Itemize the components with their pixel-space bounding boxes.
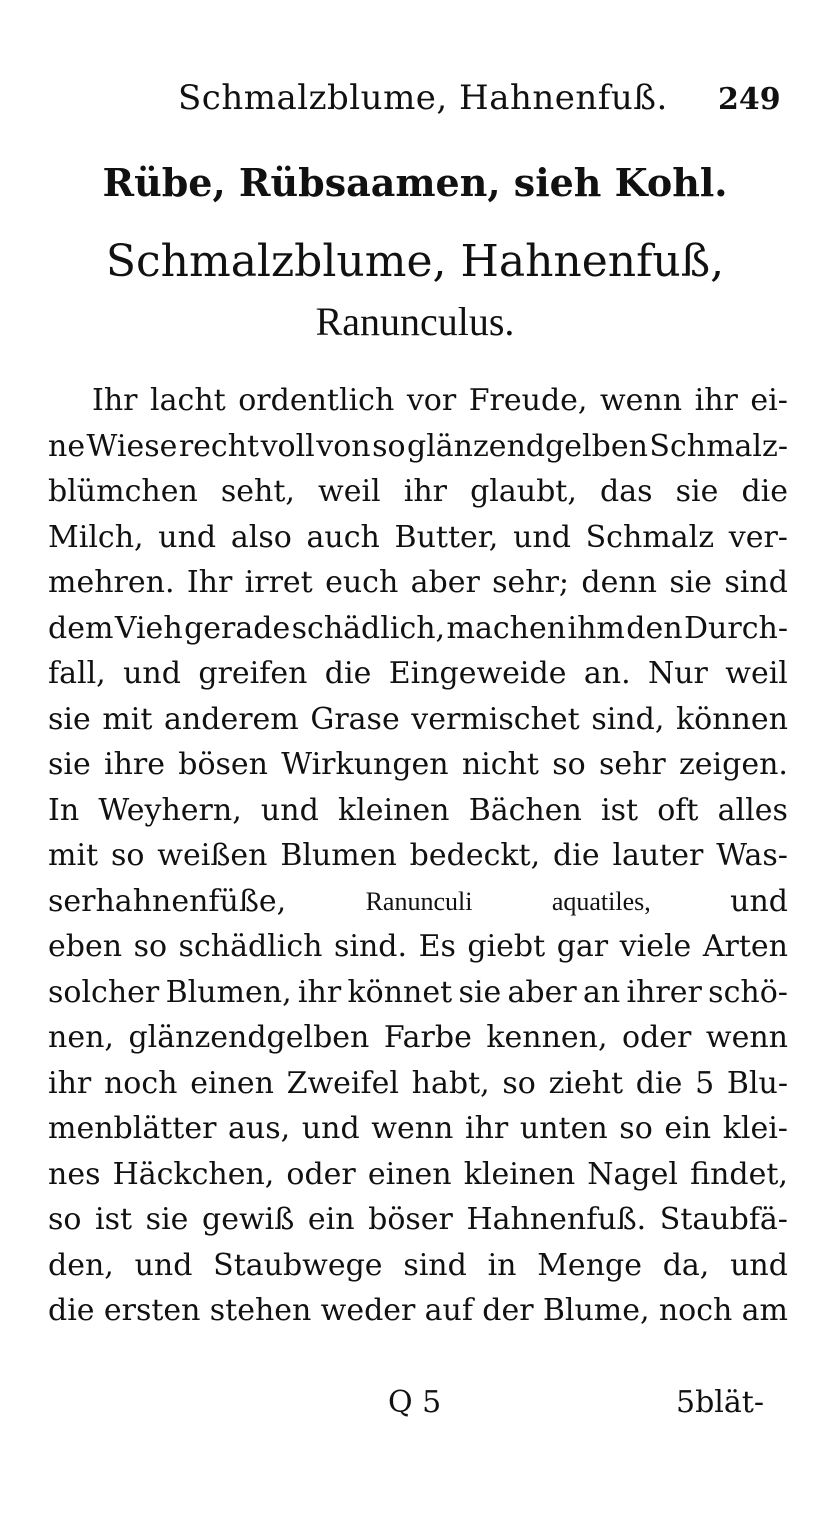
word: machen [446,610,567,646]
word: am [741,1293,788,1328]
word: ne [48,428,86,464]
body-text [48,378,788,1334]
word: und [134,1247,193,1283]
word: Wiese [86,428,178,464]
text-line [48,424,788,470]
word: viele [619,929,692,964]
word: Es [418,929,456,964]
text-line [48,1288,788,1334]
word: weißen [157,838,268,873]
word: in [487,1247,517,1283]
text-line [48,924,788,970]
word: gar [556,929,609,964]
word: oder [622,1020,692,1055]
word: sehr; [492,565,570,600]
word: und [260,792,319,828]
word: Grase [310,701,400,737]
word: sie [48,701,91,737]
word: mehren. [48,565,175,600]
word: den, [48,1247,114,1283]
word: Durch- [683,610,788,646]
word: oder [286,1156,356,1192]
running-head [0,78,830,128]
word: und [301,1111,360,1146]
word: auch [306,519,380,555]
word: ihr [694,383,738,418]
section-heading-german: Schmalzblume, Hahnenfuß, [105,236,725,287]
text-line [48,1152,788,1198]
text-line [48,1106,788,1152]
text-line [48,1197,788,1243]
word: vermischet [411,701,580,737]
word: an [583,974,621,1010]
word: ihr [48,1065,92,1101]
word: Blume, [542,1293,650,1328]
word: kleinen [337,792,450,828]
word: ihm [567,610,625,646]
word: so [552,747,586,782]
word: ist [601,792,639,828]
text-line [48,515,788,561]
word: zeigen. [679,747,788,782]
word: die [553,838,600,873]
word: schädlich, [291,610,446,646]
word: Nur [647,656,708,691]
word: von [316,428,371,464]
word: Ihr [92,383,138,418]
word: ihre [104,747,166,782]
word: so [502,1065,536,1101]
word: und [123,656,181,691]
word: anderem [164,701,299,737]
text-line [48,606,788,652]
word: sie [145,1202,189,1237]
word: gerade [184,610,291,646]
word: greifen [198,656,308,691]
word: stehen [209,1293,312,1328]
text-line [48,742,788,788]
word: Wirkungen [281,747,449,782]
word: ein [307,1202,355,1237]
word: also [230,519,292,555]
word: das [600,474,653,509]
word: nen, [48,1020,114,1055]
word: irret [244,565,313,600]
word: kennen, [486,1020,608,1055]
word: lauter [612,838,704,873]
word: sind [403,1247,467,1283]
word: euch [325,565,399,600]
word: Was- [716,838,788,873]
word: ihr [403,474,447,509]
word: schädlich [178,929,323,964]
word: können [675,701,788,737]
word: fall, [48,656,106,691]
word: lacht [150,383,226,418]
word: den [626,610,683,646]
word: die [324,656,372,691]
text-line [48,651,788,697]
word: denn [581,565,657,600]
word: die [48,1293,95,1328]
word: einen [190,1065,274,1101]
word: da, [662,1247,710,1283]
word: wenn [705,1020,788,1055]
word: mit [102,701,153,737]
word: weil [318,474,381,509]
word: sie [675,474,719,509]
word: ordentlich [238,383,395,418]
word: und [730,1247,788,1283]
word: alles [717,792,788,828]
word: giebt [467,929,546,964]
word: Blumen, [165,974,292,1010]
word: Butter, [394,519,499,555]
word: Vieh [114,610,183,646]
word: Arten [702,929,788,964]
word: Milch, [48,519,144,555]
word: In [48,792,80,828]
section-heading-latin: Ranunculus. [315,299,515,344]
word: auf [424,1293,473,1328]
word: aber [507,974,577,1010]
word: die [741,474,788,509]
word: klei- [722,1111,788,1146]
word: noch [103,1065,178,1101]
word: und [730,883,788,919]
word: so [619,1111,653,1146]
word: unten [519,1111,608,1146]
catchword: 5blät- [676,1385,764,1420]
word: und [158,519,217,555]
word: ein [664,1111,712,1146]
word: Zweifel [286,1065,399,1101]
word: zieht [548,1065,624,1101]
word: nes [48,1156,101,1192]
word: 5 [695,1065,715,1101]
word: Freude, [468,383,588,418]
word: so [48,1202,82,1237]
word: der [482,1293,534,1328]
word: Hahnenfuß. [466,1202,647,1237]
word: könnet [347,974,453,1010]
word: aquatiles, [551,886,651,916]
word: Blu- [726,1065,788,1101]
word: Blumen [280,838,397,873]
word: wenn [371,1111,454,1146]
word: so [133,929,168,964]
word: blümchen [48,474,198,509]
word: Schmalz- [649,428,788,464]
word: ihr [465,1111,509,1146]
text-line [48,1015,788,1061]
word: oft [657,792,699,828]
word: weder [320,1293,416,1328]
page-number: 249 [718,82,781,117]
word: serhahnenfüße, [48,883,287,919]
word: voll [260,428,315,464]
word: nicht [461,747,539,782]
word: vor [406,383,457,418]
word: ist [95,1202,133,1237]
word: findet, [690,1156,788,1192]
word: habt, [411,1065,490,1101]
word: die [635,1065,683,1101]
word: eben [48,929,123,964]
word: glaubt, [470,474,577,509]
word: ersten [103,1293,201,1328]
word: böser [368,1202,453,1237]
word: dem [48,610,114,646]
word: so [110,838,145,873]
word: Staubfä- [659,1202,788,1237]
word: an. [583,656,631,691]
word: Schmalz [585,519,715,555]
word: sehr [598,747,666,782]
word: bedeckt, [409,838,541,873]
word: glänzendgelben [407,428,648,464]
word: ihrer [626,974,702,1010]
word: kleinen [463,1156,576,1192]
word: aber [410,565,480,600]
word: solcher [48,974,160,1010]
word: Farbe [383,1020,472,1055]
word: noch [658,1293,733,1328]
cross-reference: Rübe, Rübsaamen, sieh Kohl. [102,160,728,205]
word: so [372,428,406,464]
word: bösen [178,747,269,782]
word: Eingeweide [388,656,567,691]
word: wenn [600,383,683,418]
text-line [48,879,788,925]
text-line [48,1061,788,1107]
word: recht [178,428,260,464]
word: sind, [591,701,665,737]
word: menblätter [48,1111,217,1146]
word: ver- [728,519,788,555]
word: seht, [220,474,295,509]
word: ei- [750,383,788,418]
word: glänzendgelben [128,1020,370,1055]
word: Menge [537,1247,642,1283]
word: gewiß [202,1202,295,1237]
page-footer [0,1385,830,1425]
text-line [48,833,788,879]
word: Bächen [468,792,582,828]
text-line [48,788,788,834]
word: aus, [228,1111,291,1146]
text-line [48,378,788,424]
running-title: Schmalzblume, Hahnenfuß. [178,78,668,118]
word: ihr [297,974,342,1010]
text-line [48,1243,788,1289]
text-line [48,560,788,606]
word: sind. [333,929,408,964]
word: Häckchen, [112,1156,275,1192]
signature-mark: Q 5 [388,1385,442,1420]
word: sie [48,747,91,782]
text-line [48,469,788,515]
text-line [48,970,788,1016]
word: und [513,519,571,555]
word: Weyhern, [98,792,242,828]
text-line [48,697,788,743]
word: sind [724,565,788,600]
word: mit [48,838,99,873]
word: schö- [708,974,788,1010]
word: sie [458,974,502,1010]
word: sie [669,565,713,600]
word: weil [725,656,788,691]
word: Nagel [587,1156,678,1192]
word: Staubwege [213,1247,383,1283]
word: einen [367,1156,452,1192]
word: Ranunculi [365,886,473,916]
word: Ihr [186,565,233,600]
